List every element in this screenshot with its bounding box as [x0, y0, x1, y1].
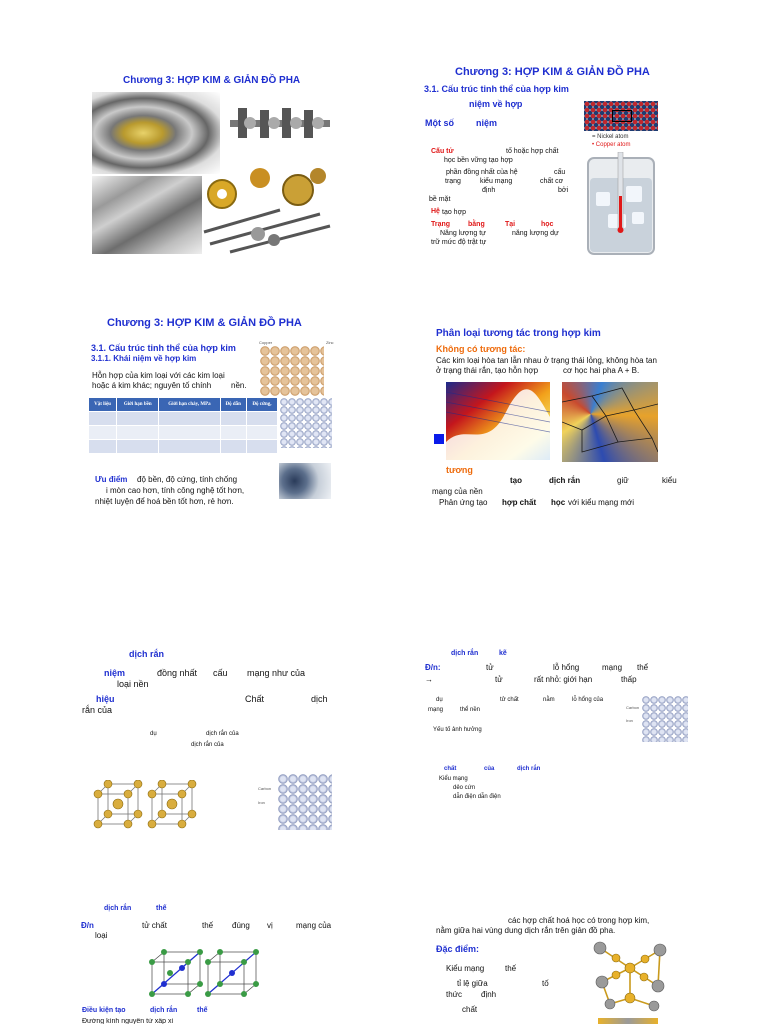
component-label: Cấu tử: [431, 148, 454, 155]
slide-3: [0, 256, 384, 512]
color-swatch: [434, 434, 444, 444]
condition-label: Điều kiện tạo: [82, 1007, 126, 1014]
word: tố: [542, 979, 549, 988]
slide-7: [0, 768, 384, 1024]
interstitial-lattice-image: [642, 696, 688, 742]
word: dịch rắn của: [206, 731, 239, 737]
table-header: Vật liệu: [89, 398, 117, 412]
interaction-label: tương: [446, 465, 473, 475]
table-header: Giới hạn bền: [117, 398, 159, 412]
engine-block-image: [92, 176, 202, 254]
beaker-image: [586, 152, 656, 256]
slide-title: Chương 3: HỢP KIM & GIẢN ĐỒ PHA: [455, 66, 650, 78]
body-line: nhiệt luyện để hoá bền tốt hơn, rẻ hơn.: [95, 497, 234, 506]
alloy-lattice-image: [584, 101, 658, 131]
arrow: →: [425, 675, 433, 684]
word: tử chất: [142, 921, 167, 930]
label-iron: Iron: [258, 800, 265, 805]
body-line: bởi: [558, 187, 569, 194]
word: loại: [95, 931, 108, 940]
label-iron: Iron: [626, 718, 633, 723]
word: loại nền: [117, 679, 149, 689]
condition-label-3: thế: [197, 1007, 208, 1014]
intro-line: nằm giữa hai vùng dung dịch rắn trên giản đồ pha.: [436, 926, 616, 935]
label-carbon: Carbon: [258, 786, 272, 791]
body-line: phần đồng nhất của hệ: [446, 169, 518, 176]
body-line: mạng của nền: [432, 487, 483, 496]
crankshaft-image: [226, 98, 334, 150]
concept-heading: niệm về hợp: [469, 99, 523, 109]
word: mạng: [428, 707, 444, 713]
slide-title: Chương 3: HỢP KIM & GIẢN ĐỒ PHA: [107, 317, 302, 329]
label-zinc: Zinc: [326, 340, 334, 345]
slide-5: [0, 512, 384, 805]
body-line: bề mặt: [429, 196, 451, 203]
word: thể nền: [460, 707, 481, 713]
slide-title: Chương 3: HỢP KIM & GIẢN ĐỒ PHA: [123, 75, 301, 86]
word: dụ: [436, 697, 443, 703]
body-line: ở trạng thái rắn, tạo hỗn hợp: [436, 366, 539, 375]
section-heading: 3.1. Cấu trúc tinh thể của hợp kim: [424, 84, 569, 94]
body-line: chất cơ: [540, 178, 564, 185]
slide-title: dịch rắn: [104, 905, 132, 912]
brass-lattice-image: [260, 346, 324, 396]
slide-2: [384, 0, 768, 256]
some-concepts-label-2: niệm: [476, 118, 498, 128]
body-line: Phản ứng tạo: [439, 498, 488, 507]
body-line: Hỗn hợp của kim loại với các kim loại: [92, 371, 225, 380]
legend-nickel: = Nickel atom: [592, 134, 629, 140]
word: chất: [462, 1005, 478, 1014]
body-line: với kiểu mạng mới: [568, 498, 635, 507]
gears-and-shafts-image: [200, 164, 334, 254]
body-line: học bền vững tạo hợp: [444, 157, 513, 164]
word: dụ: [150, 731, 157, 737]
body-line: nền.: [231, 381, 247, 390]
section-heading: 3.1. Cấu trúc tinh thể của hợp kim: [91, 343, 236, 353]
word: giữ: [617, 476, 629, 485]
word: vị: [267, 921, 273, 930]
jet-engine-image: [279, 463, 331, 499]
word: dịch: [311, 694, 328, 704]
properties-table: [88, 397, 278, 454]
word: mạng: [602, 663, 623, 672]
intro-line: các hợp chất hoá học có trong hợp kim,: [508, 916, 650, 925]
state-label: bằng: [468, 221, 485, 228]
word: thế: [505, 964, 517, 973]
definition-label: Đ/n: [81, 921, 94, 930]
state-label: Tại: [505, 221, 516, 228]
word: của: [484, 766, 495, 772]
word: tử chất: [500, 697, 519, 703]
definition-label: Đ/n:: [425, 663, 441, 672]
factors-label: Yếu tố ảnh hưởng: [433, 727, 482, 733]
word: dẫn điện dẫn điện: [453, 794, 501, 800]
substitutional-lattice-image: [204, 948, 262, 998]
word: lỗ hổng của: [572, 697, 604, 703]
table-row: [89, 440, 278, 454]
some-concepts-label: Một số: [425, 118, 454, 128]
body-line: Đường kính nguyên tử xấp xỉ: [82, 1018, 174, 1024]
advantages-label: Ưu điểm: [95, 475, 128, 484]
body-line: định: [482, 187, 496, 194]
word: hiệu: [96, 694, 115, 704]
word: nằm: [543, 697, 555, 703]
word: cấu: [213, 668, 228, 678]
word: niệm: [104, 668, 126, 678]
table-header: Độ dẫn: [220, 398, 246, 412]
no-interaction-label: Không có tương tác:: [436, 344, 526, 354]
compound-crystal-image: [590, 938, 670, 1012]
body-line: hoặc á kim khác; nguyên tố chính: [92, 381, 212, 390]
word: Chất: [245, 694, 265, 704]
word: mạng của: [296, 921, 332, 930]
component-text: tố hoặc hợp chất: [506, 148, 559, 155]
substitutional-lattice-image: [148, 948, 206, 998]
word: thức: [446, 990, 463, 999]
word: tạo: [510, 476, 522, 485]
slide-1: [0, 0, 384, 256]
grain-micrograph-image: [562, 382, 658, 462]
eutectic-micrograph-image: [446, 382, 550, 460]
body-line: độ bền, độ cứng, tính chống: [137, 475, 238, 484]
state-label: học: [541, 221, 554, 228]
word: Kiểu mạng: [446, 964, 485, 973]
body-line: hợp chất: [502, 498, 537, 507]
word: chất: [444, 766, 457, 772]
slide-6: [384, 512, 768, 772]
word: mạng như của: [247, 668, 306, 678]
body-line: học: [551, 498, 566, 507]
body-line: cơ học hai pha A + B.: [563, 366, 640, 375]
label-copper: Copper: [259, 340, 273, 345]
word: đồng nhất: [157, 668, 198, 678]
slide-4: [384, 256, 768, 512]
features-label: Đặc điểm:: [436, 944, 480, 954]
word: đúng: [232, 921, 250, 930]
slide-title-2: kẽ: [499, 650, 507, 657]
word: dẻo cứn: [453, 785, 476, 791]
word: định: [481, 990, 497, 999]
label-carbon: Carbon: [626, 705, 640, 710]
body-line: trạng: [445, 178, 461, 185]
word: rắn của: [82, 705, 113, 715]
body-line: Năng lượng tự: [440, 230, 486, 237]
word: tử: [495, 675, 503, 684]
word: rất nhỏ: giới hạn: [534, 675, 593, 684]
legend-copper: • Copper atom: [592, 142, 631, 148]
slide-8: [384, 768, 768, 1024]
word: Kiểu mạng: [439, 776, 468, 782]
state-label: Trạng: [431, 221, 451, 228]
body-line: i mòn cao hơn, tính công nghệ tốt hơn,: [106, 486, 245, 495]
compound-crystal-image-2: [598, 1018, 658, 1024]
word: kiểu: [662, 476, 677, 485]
subsection-heading: 3.1.1. Khái niệm về hợp kim: [91, 354, 197, 363]
word: thể: [637, 663, 649, 672]
word: thấp: [621, 675, 637, 684]
word: dịch rắn của: [191, 742, 224, 748]
metal-lattice-image: [280, 398, 332, 448]
system-label: Hệ: [431, 208, 440, 215]
slide-title-2: thế: [156, 905, 167, 912]
word: dịch rắn: [517, 766, 541, 772]
body-line: kiểu mạng: [480, 178, 513, 185]
slide-title: dịch rắn: [451, 650, 479, 657]
engine-turbine-image: [92, 92, 220, 174]
table-row: [89, 426, 278, 440]
slide-title: dịch rắn: [129, 649, 165, 659]
body-line: Các kim loại hòa tan lẫn nhau ở trạng thái lỏng, không hòa tan: [436, 356, 657, 365]
table-row: [89, 412, 278, 426]
word: lỗ hổng: [553, 663, 580, 672]
body-line: năng lượng dự: [512, 230, 559, 237]
word: thế: [202, 921, 214, 930]
word: dịch rắn: [549, 476, 581, 485]
word: tỉ lệ giữa: [457, 979, 488, 988]
slide-title: Phân loại tương tác trong hợp kim: [436, 328, 601, 339]
condition-label-2: dịch rắn: [150, 1007, 178, 1014]
body-line: cấu: [554, 169, 566, 176]
body-line: trữ mức độ trật tự: [431, 239, 487, 246]
table-header: Độ cứng,: [246, 398, 277, 412]
table-header: Giới hạn chảy, MPa: [159, 398, 220, 412]
word: tử: [486, 663, 494, 672]
system-text: tạo hợp: [442, 209, 467, 216]
